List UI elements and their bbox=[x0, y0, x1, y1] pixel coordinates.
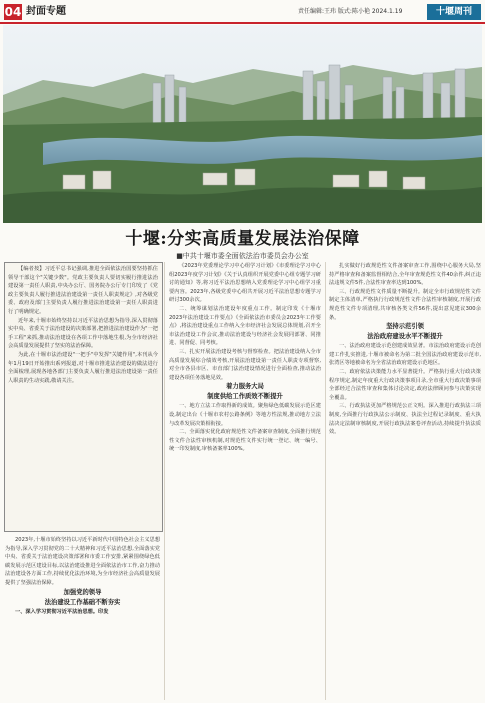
page-header bbox=[0, 0, 485, 24]
section-subheading: 坚持示范引领 法治政府建设水平不断提升 bbox=[367, 323, 443, 341]
body-paragraph: 一、法治政府建设示范创建成效显著。市法治政府建设示范创建工作扎实推进,十堰市被命名为第二批全国法治政府建设示范市,张湾区等地被命名为全省法治政府建设示范地区。 bbox=[329, 343, 481, 367]
body-paragraph: 一、深入学习贯彻习近平法治思想。印发 bbox=[15, 608, 109, 615]
publication-brand: 十堰周刊 bbox=[427, 4, 481, 20]
city-photo-illustration bbox=[3, 25, 482, 223]
body-paragraph: 一、地方立法工作取得新的成效。聚焦绿色低碳发展示范区建设,制定出台《十堰市农村公路条例》等地方性法规,推动地方立法与改革发展决策相衔接。 bbox=[169, 403, 321, 427]
editor-note-para: 近年来,十堰市始终坚持以习近平法治思想为指导,深入贯彻落实中央、省委关于法治建设的决策部署,把推进法治建设作为"一把手工程"来抓,推动法治建设在各项工作中落地生根,为全市经济社会高质量发展提供了坚实的法治保障。 bbox=[8, 317, 158, 350]
body-paragraph: 三、行政执法更加严格规范公正文明。深入推进行政执法三项制度,全面推行行政执法公示制度、执法全过程记录制度、重大执法决定法制审核制度,开展行政执法案卷评查活动,持续提升执法质效。 bbox=[329, 403, 481, 436]
column-divider bbox=[325, 262, 326, 700]
body-paragraph: 三、扎实开展法治建设考核与督察检查。把法治建设纳入全市高质量发展综合绩效考核,开展法治建设第一责任人职责专项督察,对全市各县市区、市直部门法治建设情况进行全面检查,推动法治建设各项任务落地见效。 bbox=[169, 348, 321, 381]
section-subheading: 着力服务大局 制度供给工作质效不断提升 bbox=[207, 383, 283, 401]
editor-credits: 责任编辑:王玮 版式:陈小艳 2024.1.19 bbox=[298, 8, 403, 15]
article-headline: 十堰:分实高质量发展法治保障 bbox=[125, 229, 360, 249]
page-number: 04 bbox=[4, 5, 22, 19]
body-paragraph: 二、政府依法决策能力水平显著提升。严格执行重大行政决策程序规定,制定年度重大行政决策事项目录,全市重大行政决策事项全部经过合法性审查和集体讨论决定,政府法律顾问参与决策实现全覆盖。 bbox=[329, 368, 481, 401]
body-paragraph: 三、行政规范性文件质量不断提升。制定全市行政规范性文件制定主体清单,严格执行行政规范性文件合法性审核制度,开展行政规范性文件专项清理,共审核各类文件56件,提出意见建议300余条。 bbox=[329, 288, 481, 321]
body-paragraph: 二、全面落实优化政府规范性文件备案审查制度,全面推行规范性文件合法性审核机制,对规范性文件实行统一登记、统一编号、统一印发制度,审核备案率100%。 bbox=[169, 429, 321, 453]
article-byline: ■中共十堰市委全面依法治市委员会办公室 bbox=[176, 252, 309, 260]
city-skyline-photo bbox=[3, 25, 482, 223]
header-rule bbox=[0, 22, 485, 24]
body-paragraph: 二、统筹谋划法治建设年度重点工作。制定印发《十堰市2023年法治建设工作要点》《全面依法治市委员会2023年工作要点》,将法治建设重点工作纳入全市经济社会发展总体规划,召开全市法治建设工作会议,推动法治建设与经济社会发展同部署、同推进、同督促、同考核。 bbox=[169, 305, 321, 347]
body-paragraph: 《2023年党委理论学习中心组学习计划》《市委理论学习中心组2023年度学习计划》《关于认真组织开展党委中心组专题学习研讨的通知》等,将习近平法治思想纳入党委理论学习中心组学习重要内容。2023年,各级党委中心组共开展习近平法治思想专题学习研讨300余次。 bbox=[169, 263, 321, 304]
body-paragraph: 2023年,十堰市始终坚持以习近平新时代中国特色社会主义思想为指导,深入学习贯彻党的二十大精神和习近平法治思想,全面落实党中央、省委关于法治建设决策部署和市委工作安排,紧紧围绕绿色低碳发展示范区建设目标,以法治建设推进全面依法治市工作,奋力推动法治建设各方面工作,持续优化法治环境,为全市经济社会高质量发展提供了坚强法治保障。 bbox=[5, 537, 160, 586]
section-title: 封面专题 bbox=[26, 6, 66, 17]
article-column-3 bbox=[329, 262, 481, 700]
article-column-1 bbox=[5, 536, 160, 700]
section-subheading: 加强党的领导 法治建设工作基础不断夯实 bbox=[44, 588, 121, 606]
editor-note-para: 【编者按】习近平总书记强调,推进全面依法治国要坚持抓住领导干部这个"关键少数"。党政主要负责人要切实履行推进法治建设第一责任人职责,中央办公厅、国务院办公厅专门印发了《党政主要负责人履行推进法治建设第一责任人职责规定》,对各级党委、政府及部门主要负责人履行推进法治建设第一责任人职责进行了明确规定。 bbox=[8, 266, 158, 315]
article-column-2 bbox=[169, 262, 321, 700]
editor-note-para: 为此,在十堰市法治建设"一把手"中发挥"关键作用",本刊从今年1月19日开始推出系列报道,对十堰市推进法治建设的做法进行全面梳理,展现各地各部门主要负责人履行推进法治建设第一责任人职责的生动实践,敬请关注。 bbox=[8, 351, 158, 384]
column-divider bbox=[164, 262, 165, 700]
editor-note bbox=[8, 265, 158, 527]
body-paragraph: 扎实做好行政规范性文件备案审查工作,围绕中心服务大局,坚持严格审查和备案监督相结合,全年审查规范性文件40余件,纠正违法违规文件5件,合法性审查率达到100%。 bbox=[329, 263, 481, 287]
